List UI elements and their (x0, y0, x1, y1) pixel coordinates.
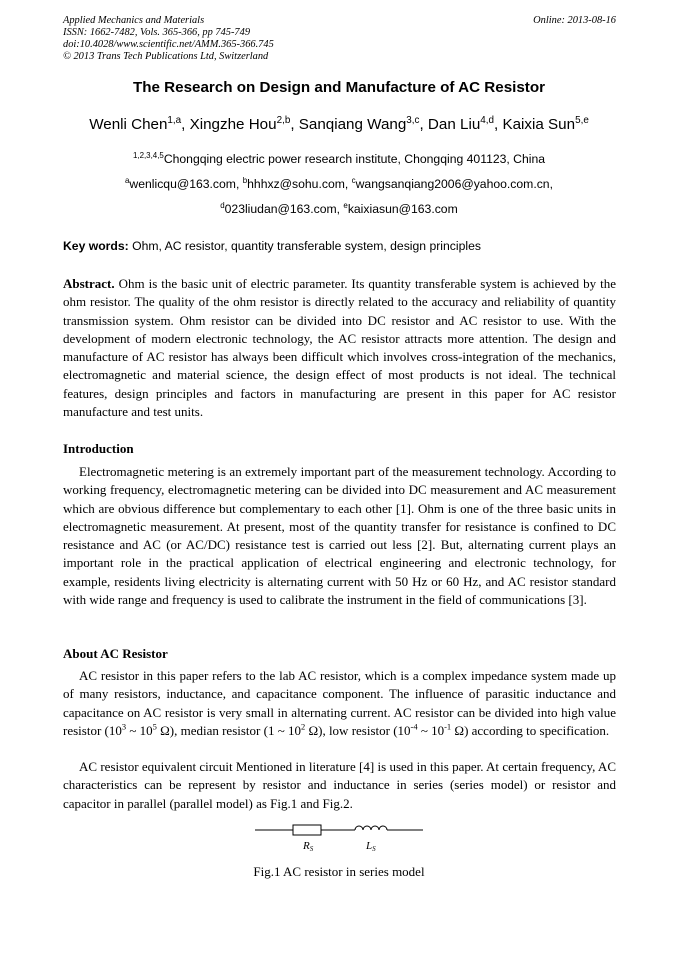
abstract-label: Abstract. (63, 276, 115, 291)
abstract-text: Ohm is the basic unit of electric parameter. Its quantity transferable system is achieved by the ohm resistor. The quality of the ohm resistor is directly related to the accuracy and reliability of quantity transmission system. Ohm resistor can be divided into DC resistor and AC resistor to use. With the development of modern electronic technology, the AC resistor attracts more attention. The design and manufacture of AC resistor has always been difficult which involves cross-integration of the mechanics, electromagnetic and material science, the design effect of most products is not ideal. The technical features, design principles and factors in manufacturing are present in this paper for AC resistor manufacture and test units. (63, 276, 616, 420)
inductor-symbol (355, 826, 387, 830)
introduction-paragraph: Electromagnetic metering is an extremely important part of the measurement technology. According to working frequency, electromagnetic metering can be divided into DC measurement and AC measurement which are obvious difference but complementary to each other [1]. Ohm is one of the three basic units in electromagnetic measurement. At present, most of the quantity transfer for resistance is confined to DC resistance and AC (or AC/DC) resistance test is carried out less [2]. But, alternating current plays an important role in the practical application of electrical engineering and electronic technology, for example, residents living electricity is alternating current with 50 Hz or 60 Hz, and AC resistor standard with wide range and frequency is used to calibrate the instrument in the field of communications [3]. (63, 464, 616, 608)
email-b: hhhxz@sohu.com, (247, 177, 352, 191)
keywords (63, 239, 616, 253)
author-name: Kaixia Sun (502, 116, 576, 133)
issn-line: ISSN: 1662-7482, Vols. 365-366, pp 745-749 (63, 27, 251, 38)
email-c: wangsanqiang2006@yahoo.com.cn, (355, 177, 553, 191)
affiliation-sup: 1,2,3,4,5 (132, 150, 164, 160)
author-name: Wenli Chen (89, 116, 168, 133)
author-sup: 2,b (276, 114, 291, 126)
email-sup: e (343, 200, 348, 210)
keywords-text: Ohm, AC resistor, quantity transferable system, design principles (128, 239, 481, 253)
text-run: Ω), median resistor (1 ~ 10 (156, 722, 301, 738)
exponent: -4 (410, 721, 418, 732)
text-run: Ω), low resistor (10 (305, 722, 411, 738)
page-header (63, 15, 616, 63)
exponent: 3 (121, 721, 127, 732)
text-run: ~ 10 (417, 722, 445, 738)
exponent: -1 (444, 721, 452, 732)
paper-title: The Research on Design and Manufacture of AC Resistor (132, 79, 546, 96)
abstract (63, 275, 616, 421)
exponent: 2 (300, 721, 306, 732)
resistor-symbol (293, 825, 321, 835)
email-sup: a (125, 175, 130, 185)
heading-about-ac-resistor: About AC Resistor (63, 646, 168, 661)
author-name: Dan Liu (427, 116, 481, 133)
email-d: 023liudan@163.com, (224, 202, 344, 216)
series-model-circuit (255, 820, 425, 856)
text-run: Ω) according to specification. (451, 722, 610, 738)
journal-name: Applied Mechanics and Materials (63, 15, 205, 26)
email-a: wenlicqu@163.com, (129, 177, 243, 191)
author-sup: 5,e (575, 114, 589, 126)
email-e: kaixiasun@163.com (347, 202, 458, 216)
about-paragraph-2: AC resistor equivalent circuit Mentioned in literature [4] is used in this paper. At certain frequency, AC characteristics can be represent by resistor and inductance in series (series model) or resistor and capacitor in parallel (parallel model) as Fig.1 and Fig.2. (63, 759, 616, 811)
exponent: 5 (152, 721, 157, 732)
email-sup: d (220, 200, 225, 210)
email-sup: b (242, 175, 248, 185)
author-sup: 1,a (167, 114, 182, 126)
resistor-label: RS (303, 840, 314, 853)
online-date: Online: 2013-08-16 (533, 15, 616, 26)
author-list: Wenli Chen$^{1,a}$, Xingzhe Hou$^{2,b}$, Sanqiang Wang$^{3,c}$, Dan Liu$^{4,d}$, Kaixia Sun$^{5,e}$ (89, 114, 589, 133)
text-run: ~ 10 (126, 722, 153, 738)
figure-caption: Fig.1 AC resistor in series model (253, 864, 425, 879)
author-sup: 3,c (406, 114, 420, 126)
affiliation (0, 152, 678, 166)
email-line-1 (0, 177, 678, 191)
text-run: AC resistor in this paper refers to the lab AC resistor, which is a complex impedance system made up of many resistors, inductance, and capacitance component. The influence of parasitic inductance and capacitance on AC resistor is very small in alternating current. AC resistor can be divided into high value resistor (10 (63, 668, 616, 738)
email-sup: c (351, 175, 356, 185)
inductor-label: LS (366, 840, 376, 853)
doi-line: doi:10.4028/www.scientific.net/AMM.365-366.745 (63, 39, 274, 50)
about-paragraph-1 (63, 667, 616, 740)
circuit-diagram (255, 820, 425, 856)
author-sup: 4,d (480, 114, 495, 126)
keywords-label: Key words: (63, 239, 129, 253)
heading-introduction: Introduction (63, 441, 134, 456)
author-name: Xingzhe Hou (189, 116, 277, 133)
affiliation-text: Chongqing electric power research institute, Chongqing 401123, China (163, 152, 546, 166)
copyright-line: © 2013 Trans Tech Publications Ltd, Switzerland (63, 51, 269, 62)
author-name: Sanqiang Wang (298, 116, 407, 133)
email-line-2 (0, 202, 678, 216)
